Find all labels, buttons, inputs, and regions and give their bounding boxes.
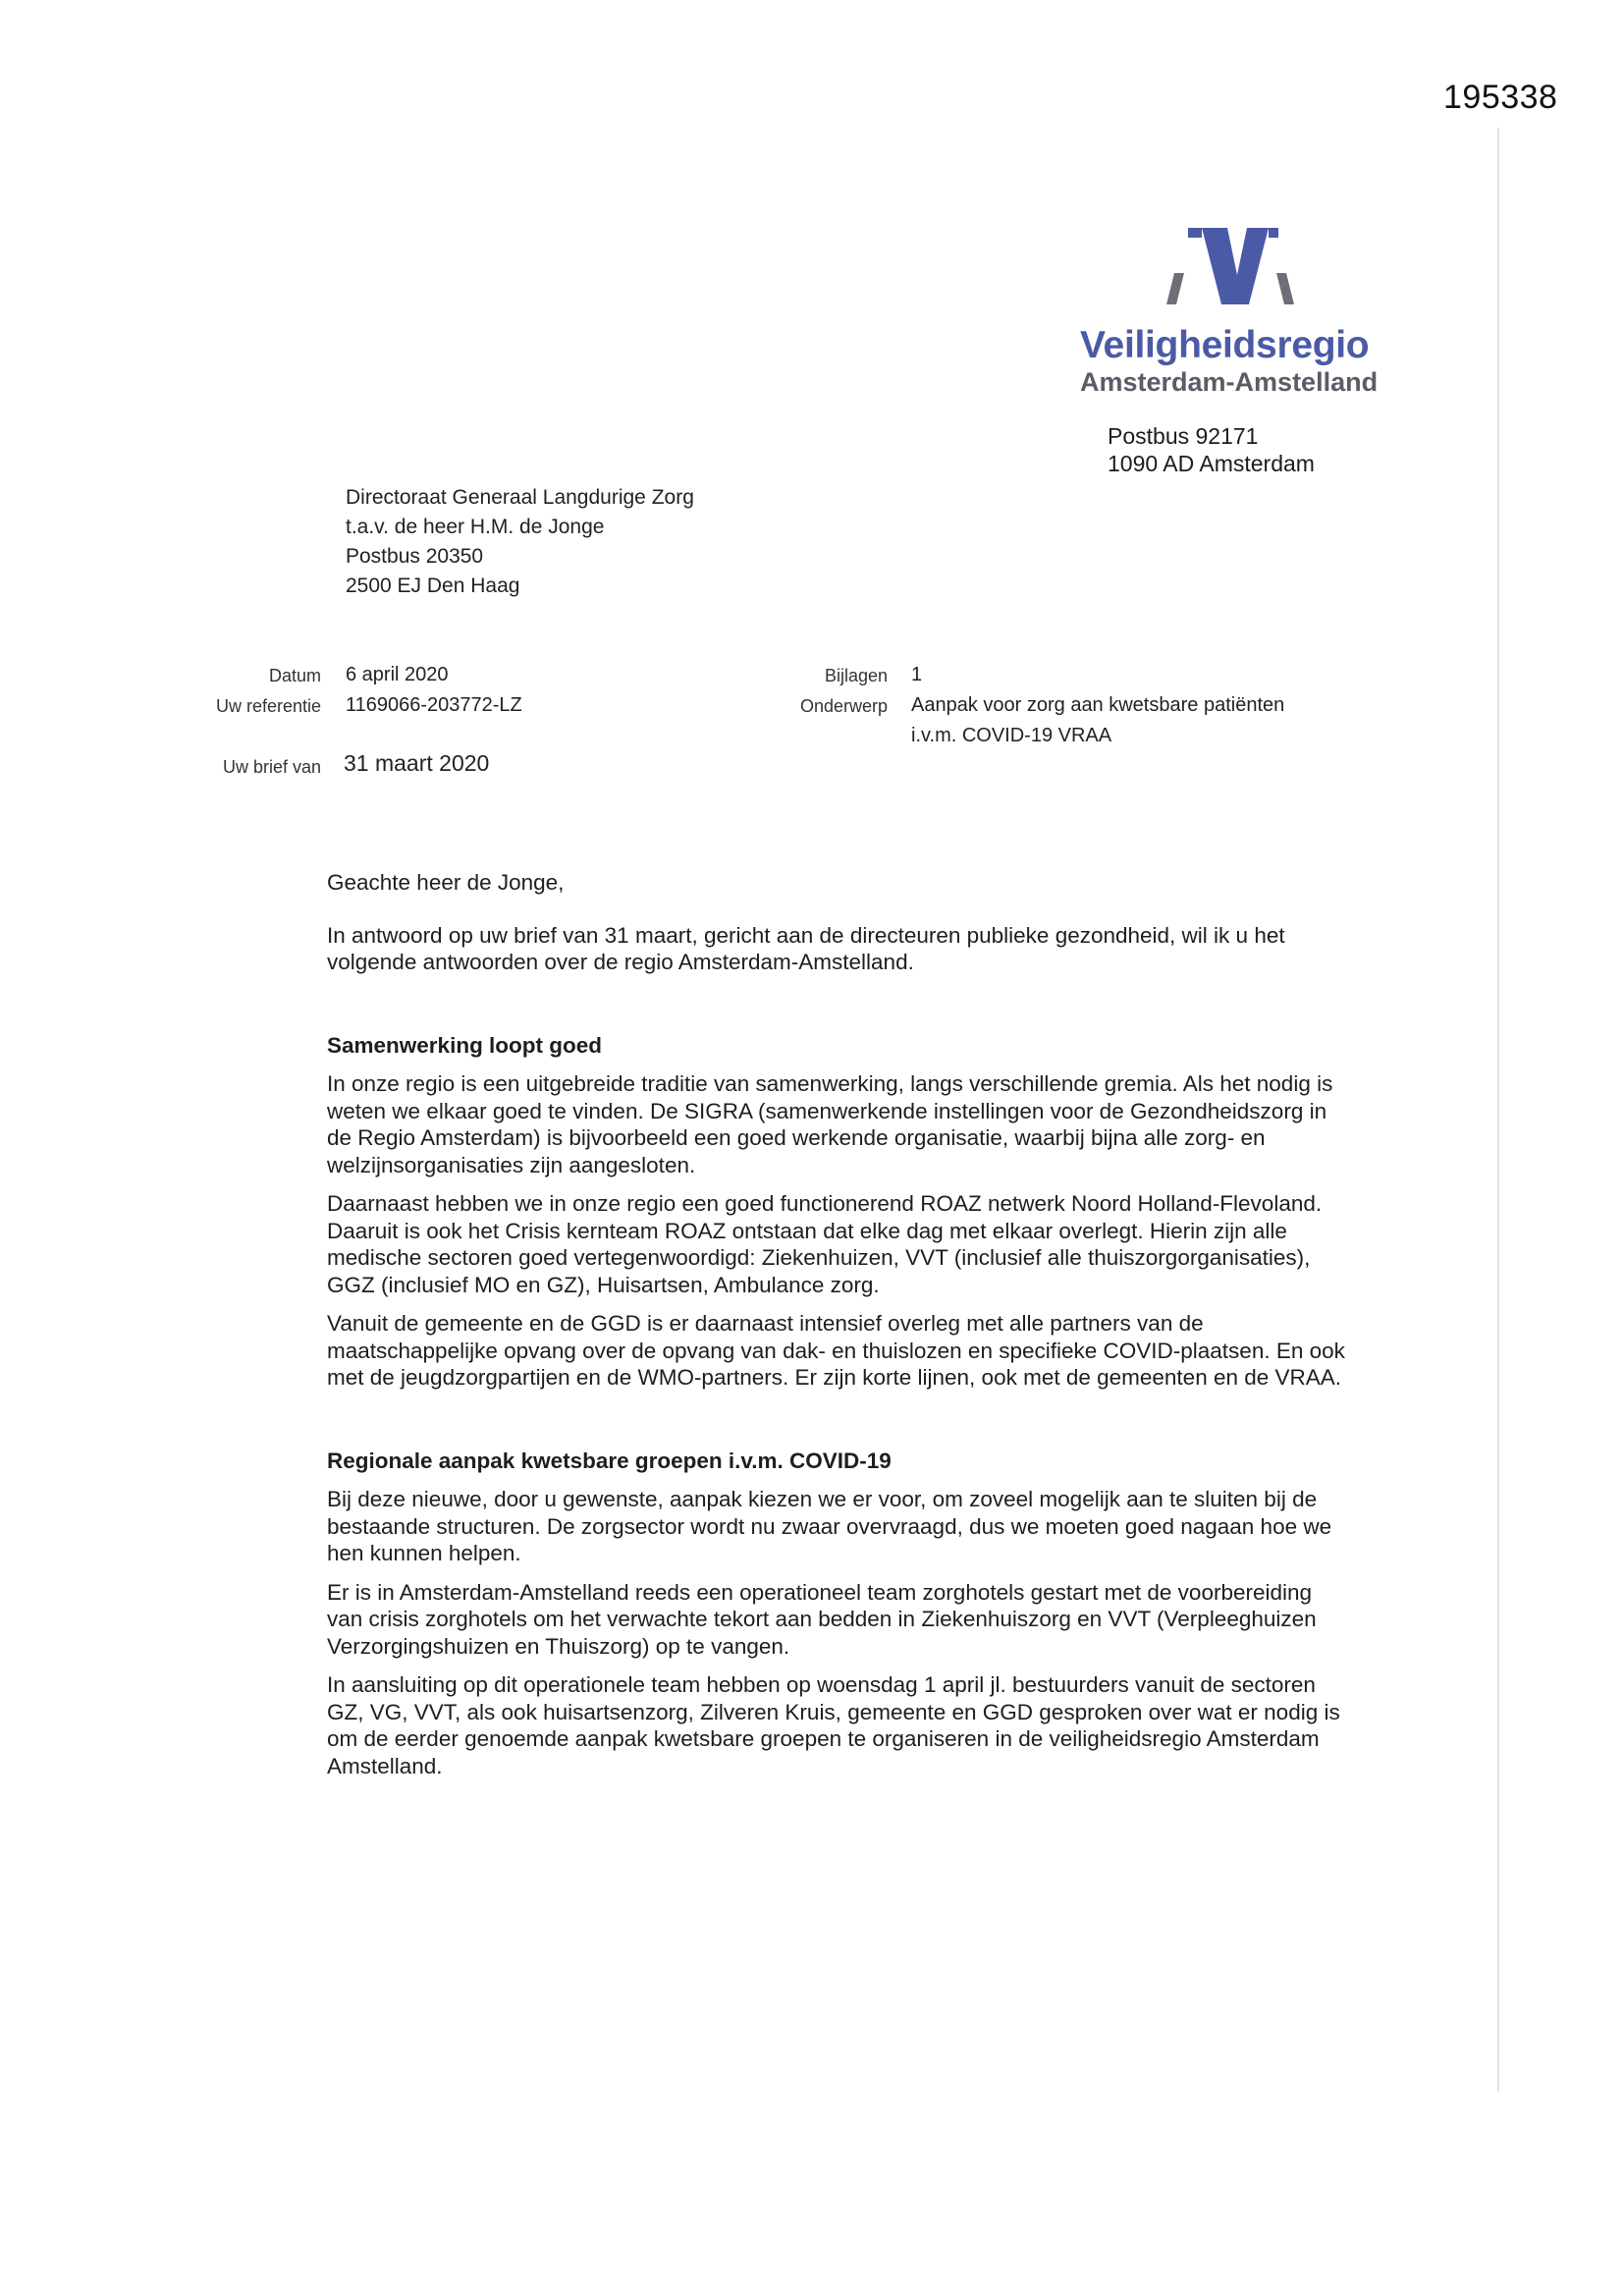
bijlagen-label: Bijlagen	[824, 666, 888, 685]
onderwerp-line: Aanpak voor zorg aan kwetsbare patiënten	[911, 694, 1285, 716]
document-number: 195338	[1443, 79, 1558, 116]
paragraph: In onze regio is een uitgebreide traditie van samenwerking, langs verschillende gremia. Als het nodig is weten we elkaar goed te vinden. De SIGRA (samenwerkende instellingen voor de Gezondheidszorg in de Regio Amsterdam) is bijvoorbeeld een goed werkende organisatie, waarbij bijna alle zorg- en welzijnsorganisaties zijn aangesloten.	[327, 1071, 1333, 1177]
paragraph: Vanuit de gemeente en de GGD is er daarnaast intensief overleg met alle partners van de maatschappelijke opvang over de opvang van dak- en thuislozen en specifieke COVID-plaatsen. En ook met de jeugdzorgpartijen en de WMO-partners. Er zijn korte lijnen, ook met de gemeenten en de VRAA.	[327, 1311, 1345, 1390]
recipient-line: 2500 EJ Den Haag	[346, 574, 520, 597]
uw-brief-van-value: 31 maart 2020	[344, 750, 490, 776]
logo-subname: Amsterdam-Amstelland	[1080, 367, 1379, 397]
recipient-address	[346, 483, 694, 601]
uw-brief-van-label: Uw brief van	[222, 757, 321, 777]
section-heading: Regionale aanpak kwetsbare groepen i.v.m. COVID-19	[327, 1448, 892, 1473]
datum-label: Datum	[268, 666, 321, 685]
paragraph: Bij deze nieuwe, door u gewenste, aanpak kiezen we er voor, om zoveel mogelijk aan te sluiten bij de bestaande structuren. De zorgsector wordt nu zwaar overvraagd, dus we moeten goed nagaan hoe we hen kunnen helpen.	[327, 1487, 1332, 1565]
recipient-line: Postbus 20350	[346, 545, 484, 568]
datum-value: 6 april 2020	[346, 664, 449, 685]
paragraph: Daarnaast hebben we in onze regio een goed functionerend ROAZ netwerk Noord Holland-Flevoland. Daaruit is ook het Crisis kernteam ROAZ ontstaan dat elke dag met elkaar overlegt. Hierin zijn alle medische sectoren goed vertegenwoordigd: Ziekenhuizen, VVT (inclusief alle thuiszorgorganisaties), GGZ (inclusief MO en GZ), Huisartsen, Ambulance zorg.	[327, 1191, 1323, 1297]
intro-paragraph: In antwoord op uw brief van 31 maart, gericht aan de directeuren publieke gezondheid, wil ik u het volgende antwoorden over de regio Amsterdam-Amstelland.	[327, 922, 1285, 974]
uw-referentie-label: Uw referentie	[215, 696, 321, 716]
organization-logo	[1080, 218, 1404, 405]
logo-name: Veiligheidsregio	[1080, 324, 1370, 366]
onderwerp-label: Onderwerp	[799, 696, 888, 716]
recipient-line: Directoraat Generaal Langdurige Zorg	[346, 486, 694, 509]
onderwerp-line: i.v.m. COVID-19 VRAA	[911, 725, 1112, 746]
sender-address	[1108, 422, 1315, 477]
veiligheidsregio-v-logo-icon	[1159, 218, 1306, 306]
paragraph: In aansluiting op dit operationele team hebben op woensdag 1 april jl. bestuurders vanuit de sectoren GZ, VG, VVT, als ook huisartsenzorg, Zilveren Kruis, gemeente en GGD gesproken over wat er nodig is om de eerder genoemde aanpak kwetsbare groepen te organiseren in de veiligheidsregio Amsterdam Amstelland.	[327, 1672, 1340, 1778]
salutation: Geachte heer de Jonge,	[327, 870, 565, 895]
uw-referentie-value: 1169066-203772-LZ	[346, 694, 522, 716]
sender-line: 1090 AD Amsterdam	[1108, 451, 1315, 476]
margin-rule	[1497, 128, 1499, 2092]
bijlagen-value: 1	[911, 664, 923, 685]
section-heading: Samenwerking loopt goed	[327, 1032, 603, 1058]
sender-line: Postbus 92171	[1108, 423, 1259, 449]
paragraph: Er is in Amsterdam-Amstelland reeds een operationeel team zorghotels gestart met de voorbereiding van crisis zorghotels om het verwachte tekort aan bedden in Ziekenhuiszorg en VVT (Verpleeghuizen Verzorgingshuizen en Thuiszorg) op te vangen.	[327, 1579, 1317, 1659]
recipient-line: t.a.v. de heer H.M. de Jonge	[346, 516, 605, 538]
letter-body	[327, 869, 1348, 1779]
